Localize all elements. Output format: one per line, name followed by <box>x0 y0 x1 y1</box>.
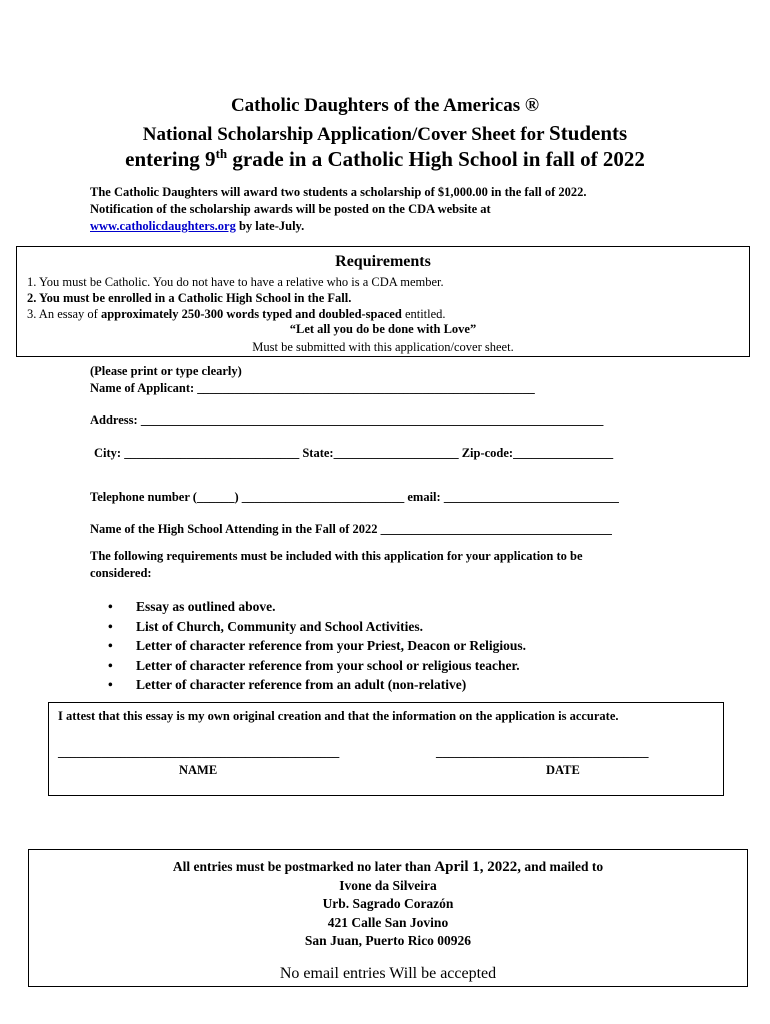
requirement-3 <box>27 306 446 322</box>
name-label: NAME <box>179 763 218 777</box>
requirements-box <box>16 246 750 357</box>
essay-title: “Let all you do be done with Love” <box>289 322 477 336</box>
following-requirements-line-1: The following requirements must be included with this application for your application to be <box>90 549 583 563</box>
address-line-1: Urb. Sagrado Corazón <box>322 896 454 911</box>
address-field[interactable]: Address: __________________________________________________________________________ <box>90 413 604 427</box>
submit-note: Must be submitted with this application/cover sheet. <box>252 340 514 354</box>
attestation-box <box>48 702 724 796</box>
intro-line-1: The Catholic Daughters will award two students a scholarship of $1,000.00 in the fall of 2022. <box>90 185 587 199</box>
req3-post: entitled. <box>401 307 446 321</box>
list-item: • Letter of character reference from an adult (non-relative) <box>108 675 526 695</box>
deadline-date: April 1, 2022, <box>434 859 522 875</box>
intro-line-2: Notification of the scholarship awards will be posted on the CDA website at <box>90 202 491 216</box>
subtitle-students: Students <box>549 121 628 145</box>
phone-email-field[interactable]: Telephone number (______) __________________________ email: ____________________________ <box>90 490 619 504</box>
cda-website-link[interactable]: www.catholicdaughters.org <box>90 219 236 233</box>
date-signature-line[interactable]: __________________________________ <box>436 745 649 759</box>
intro-line-3 <box>90 218 690 235</box>
address-line-3: San Juan, Puerto Rico 00926 <box>304 933 472 948</box>
required-documents-list <box>108 597 526 695</box>
page-subtitle-grade <box>0 146 770 172</box>
mailing-box <box>28 849 748 987</box>
subtitle-text: National Scholarship Application/Cover Sheet for <box>142 124 550 145</box>
postmark-deadline <box>29 858 747 877</box>
grade-sup: th <box>215 146 228 161</box>
list-item: • Letter of character reference from your Priest, Deacon or Religious. <box>108 636 526 656</box>
requirements-list <box>27 274 446 322</box>
city-state-zip-field[interactable]: City: ____________________________ State:____________________ Zip-code:________________ <box>94 446 614 460</box>
applicant-name-field[interactable]: Name of Applicant: ______________________________________________________ <box>90 381 535 395</box>
page-title: Catholic Daughters of the Americas ® <box>230 95 540 116</box>
high-school-field[interactable]: Name of the High School Attending in the Fall of 2022 _____________________________________ <box>90 522 612 536</box>
requirement-2: 2. You must be enrolled in a Catholic High School in the Fall. <box>27 291 352 305</box>
intro-paragraph <box>90 184 690 235</box>
mailing-address <box>29 858 747 951</box>
deadline-pre: All entries must be postmarked no later than <box>172 859 435 874</box>
name-signature-line[interactable]: _____________________________________________ <box>58 745 340 759</box>
recipient-name: Ivone da Silveira <box>339 877 437 893</box>
requirement-1: 1. You must be Catholic. You do not have to have a relative who is a CDA member. <box>27 275 444 289</box>
page-subtitle <box>0 121 770 146</box>
requirements-title: Requirements <box>335 253 431 270</box>
deadline-post: and mailed to <box>521 859 604 874</box>
following-requirements-line-2: considered: <box>90 566 152 580</box>
list-item: • Letter of character reference from your school or religious teacher. <box>108 656 526 676</box>
list-item: • List of Church, Community and School Activities. <box>108 617 526 637</box>
print-note: (Please print or type clearly) <box>90 364 242 378</box>
address-line-2: 421 Calle San Jovino <box>327 914 449 930</box>
date-label: DATE <box>546 763 580 777</box>
req3-bold: approximately 250-300 words typed and doubled-spaced <box>100 307 402 321</box>
attestation-statement: I attest that this essay is my own original creation and that the information on the application is accurate. <box>58 709 619 723</box>
grade-pre: entering 9 <box>125 147 216 171</box>
req3-pre: 3. An essay of <box>27 307 101 321</box>
list-item: • Essay as outlined above. <box>108 597 526 617</box>
intro-line-3-post: by late-July. <box>235 219 305 233</box>
grade-post: grade in a Catholic High School in fall of 2022 <box>227 147 645 171</box>
no-email-notice: No email entries Will be accepted <box>279 965 497 982</box>
